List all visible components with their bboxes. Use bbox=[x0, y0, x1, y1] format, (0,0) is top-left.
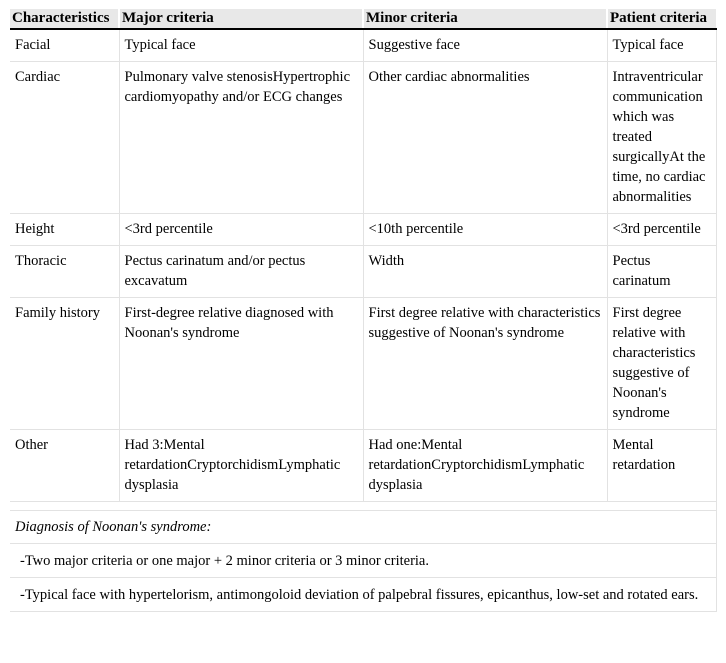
footnote-row bbox=[10, 511, 716, 544]
cell-minor: <10th percentile bbox=[363, 214, 607, 246]
cell-major: Had 3:Mental retardationCryptorchidismLymphatic dysplasia bbox=[119, 430, 363, 502]
cell-major: Pectus carinatum and/or pectus excavatum bbox=[119, 246, 363, 298]
cell-minor: Other cardiac abnormalities bbox=[363, 62, 607, 214]
cell-characteristic: Other bbox=[10, 430, 119, 502]
header-row bbox=[10, 9, 716, 29]
cell-major: First-degree relative diagnosed with Noonan's syndrome bbox=[119, 298, 363, 430]
cell-minor: Suggestive face bbox=[363, 29, 607, 62]
table-row bbox=[10, 246, 716, 298]
cell-characteristic: Height bbox=[10, 214, 119, 246]
cell-minor: First degree relative with characteristics suggestive of Noonan's syndrome bbox=[363, 298, 607, 430]
header-major-criteria: Major criteria bbox=[119, 9, 363, 29]
header-patient-criteria: Patient criteria bbox=[607, 9, 716, 29]
header-minor-criteria: Minor criteria bbox=[363, 9, 607, 29]
cell-characteristic: Facial bbox=[10, 29, 119, 62]
footnote-row bbox=[10, 578, 716, 612]
cell-major: Pulmonary valve stenosisHypertrophic cardiomyopathy and/or ECG changes bbox=[119, 62, 363, 214]
cell-patient: <3rd percentile bbox=[607, 214, 716, 246]
footnote-row bbox=[10, 544, 716, 578]
header-characteristics: Characteristics bbox=[10, 9, 119, 29]
spacer-row bbox=[10, 502, 716, 511]
cell-major: <3rd percentile bbox=[119, 214, 363, 246]
footnote-title: Diagnosis of Noonan's syndrome: bbox=[10, 511, 716, 544]
table-row bbox=[10, 214, 716, 246]
table-row bbox=[10, 430, 716, 502]
noonan-criteria-table bbox=[10, 9, 717, 612]
cell-minor: Had one:Mental retardationCryptorchidismLymphatic dysplasia bbox=[363, 430, 607, 502]
cell-characteristic: Family history bbox=[10, 298, 119, 430]
table-row bbox=[10, 29, 716, 62]
cell-characteristic: Cardiac bbox=[10, 62, 119, 214]
criteria-table-container bbox=[10, 9, 716, 612]
cell-patient: Pectus carinatum bbox=[607, 246, 716, 298]
spacer-cell bbox=[10, 502, 716, 511]
cell-characteristic: Thoracic bbox=[10, 246, 119, 298]
table-row bbox=[10, 298, 716, 430]
cell-patient: Intraventricular communication which was treated surgicallyAt the time, no cardiac abnormalities bbox=[607, 62, 716, 214]
footnote-criteria-rule: -Two major criteria or one major + 2 minor criteria or 3 minor criteria. bbox=[10, 544, 716, 578]
cell-major: Typical face bbox=[119, 29, 363, 62]
cell-patient: First degree relative with characteristics suggestive of Noonan's syndrome bbox=[607, 298, 716, 430]
cell-patient: Mental retardation bbox=[607, 430, 716, 502]
table-row bbox=[10, 62, 716, 214]
cell-minor: Width bbox=[363, 246, 607, 298]
cell-patient: Typical face bbox=[607, 29, 716, 62]
footnote-typical-face: -Typical face with hypertelorism, antimongoloid deviation of palpebral fissures, epicanthus, low-set and rotated ears. bbox=[10, 578, 716, 612]
